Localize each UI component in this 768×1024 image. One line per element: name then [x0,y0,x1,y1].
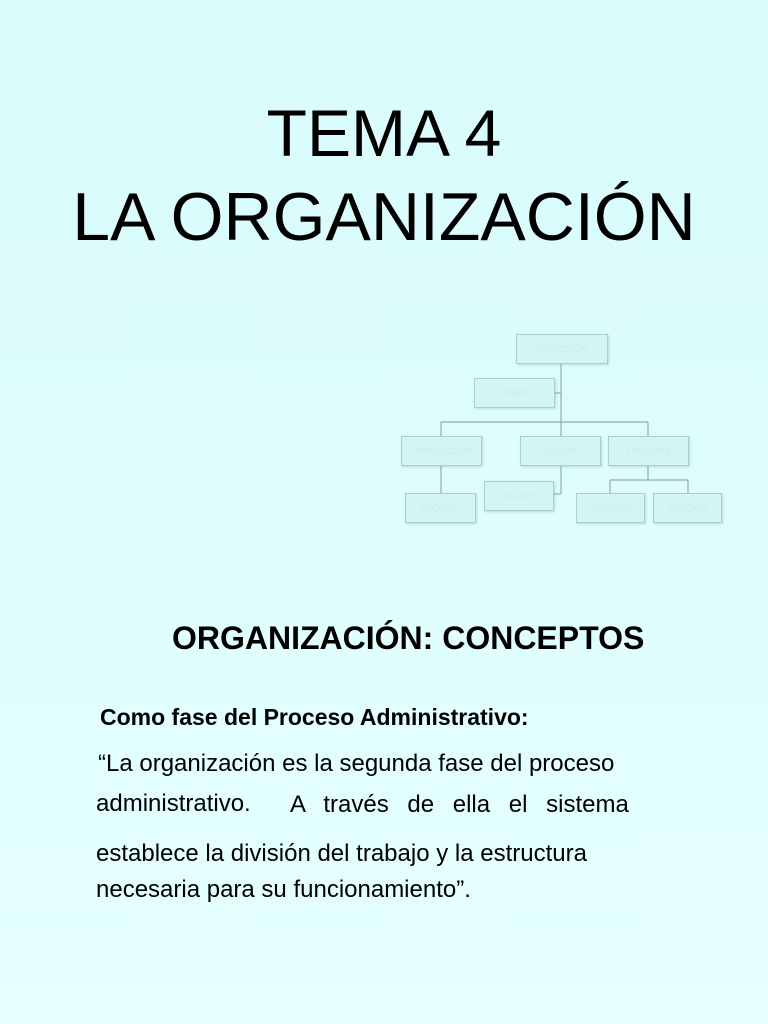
org-node-label: SECCIÓN [419,503,461,513]
org-node-label: SECCIÓN [498,491,540,501]
org-node-label: STAFF [500,388,529,398]
org-node-mid-left [401,436,482,466]
paragraph-line-1: “La organización es la segunda fase del proceso [98,750,615,777]
paragraph-line-4: necesaria para su funcionamiento”. [96,876,471,903]
org-node-label: SECCIÓN [666,503,708,513]
paragraph-line-2a: administrativo. [96,790,251,817]
org-node-low-1 [405,493,476,523]
org-node-label: VENTAS [542,446,579,456]
org-node-low-4 [653,493,722,523]
section-heading: ORGANIZACIÓN: CONCEPTOS [172,620,645,656]
paragraph-line-2b: A través de ella el sistema [290,791,629,818]
org-node-top [516,334,608,364]
paragraph-line-3: establece la división del trabajo y la estructura [96,840,587,867]
org-node-label: DIRECCIÓN [536,344,588,354]
org-node-label: SECCIÓN [589,503,631,513]
org-node-low-3 [576,493,645,523]
org-node-mid-center [520,436,601,466]
org-node-label: FINANZAS [626,446,671,456]
org-node-label: PRODUCCIÓN [410,446,473,456]
slide-title-line2: LA ORGANIZACIÓN [72,179,696,255]
slide-title-line1: TEMA 4 [266,96,502,170]
org-node-low-2 [484,481,554,511]
org-node-staff [474,378,555,408]
org-node-mid-right [608,436,689,466]
lead-text: Como fase del Proceso Administrativo: [100,704,529,730]
